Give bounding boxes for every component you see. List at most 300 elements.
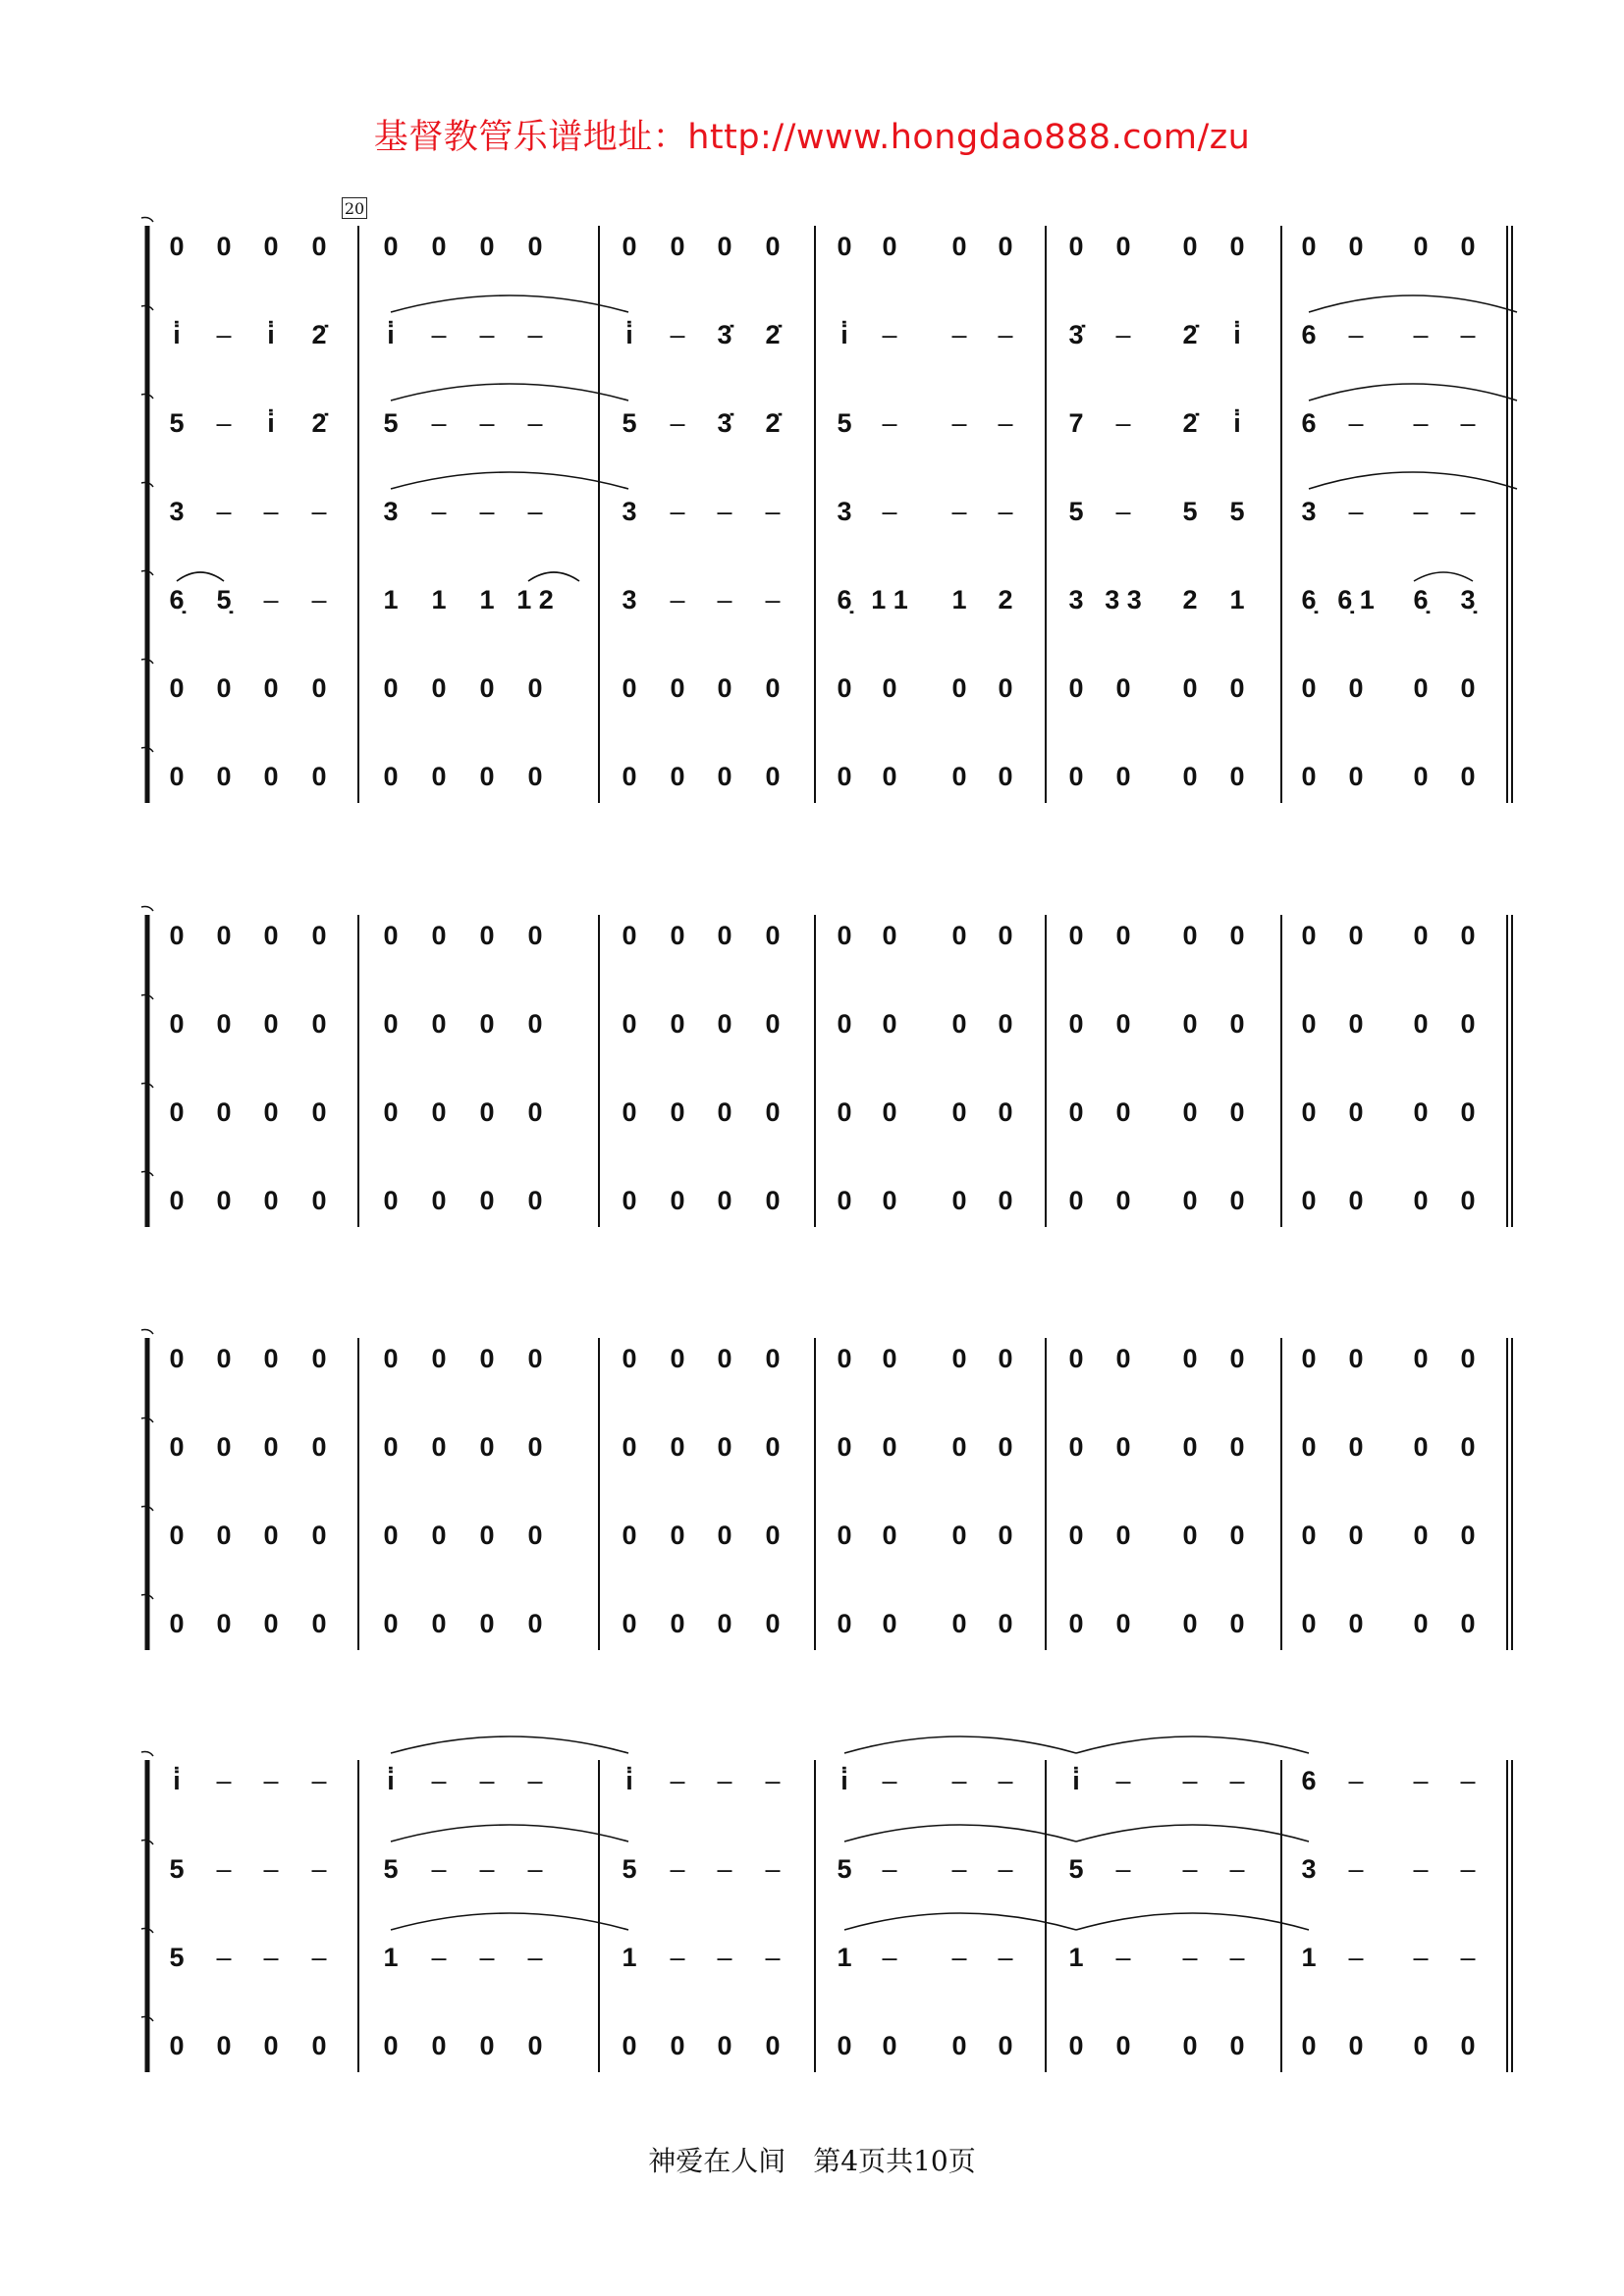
note: 0 — [1068, 1344, 1084, 1373]
sustain-dash: – — [1229, 1854, 1245, 1884]
tie-arc — [1414, 572, 1473, 581]
note: 0 — [527, 2031, 543, 2060]
note: 0 — [479, 2031, 495, 2060]
note: 0 — [1413, 1521, 1429, 1550]
note: 0 — [670, 1609, 685, 1638]
sustain-dash: – — [479, 1854, 495, 1884]
note: 0 — [1348, 1344, 1364, 1373]
note: 0 — [383, 2031, 399, 2060]
note: 0 — [1413, 1344, 1429, 1373]
sustain-dash: – — [1348, 320, 1364, 349]
note: 0 — [1301, 1186, 1317, 1215]
note: 0 — [431, 1609, 447, 1638]
note: 0 — [670, 673, 685, 703]
note: 0 — [169, 1609, 185, 1638]
sustain-dash: – — [527, 497, 543, 526]
score-system — [141, 218, 1512, 804]
note: 0 — [1460, 1186, 1476, 1215]
note: 0 — [670, 1432, 685, 1462]
note: 5 — [837, 408, 852, 438]
note: 0 — [527, 921, 543, 950]
note: 0 — [1182, 1186, 1198, 1215]
note: 0 — [1182, 1521, 1198, 1550]
note: 0 — [670, 2031, 685, 2060]
note: 3̇ — [717, 408, 732, 438]
tie-arc — [528, 572, 579, 581]
tie-arc — [1309, 472, 1517, 489]
score-system — [141, 1330, 1512, 1651]
note: 0 — [882, 1521, 897, 1550]
tie-arc — [844, 1736, 1076, 1753]
note: 0 — [1413, 921, 1429, 950]
note: 0 — [1229, 1432, 1245, 1462]
note: 0 — [383, 673, 399, 703]
tie-arc — [391, 1736, 628, 1753]
note: 5 — [383, 1854, 399, 1884]
note: 0 — [1229, 762, 1245, 791]
note: 3̣ — [1460, 585, 1476, 614]
note: 0 — [1413, 1097, 1429, 1127]
tie-arc — [1076, 1913, 1309, 1930]
note: 0 — [1413, 1432, 1429, 1462]
note: 0 — [1460, 1609, 1476, 1638]
note: 0 — [311, 673, 327, 703]
tie-arc — [1076, 1736, 1309, 1753]
note: 0 — [1460, 2031, 1476, 2060]
note: 0 — [717, 762, 732, 791]
staff-hook — [141, 218, 153, 223]
sustain-dash: – — [882, 497, 897, 526]
note: 0 — [951, 1609, 967, 1638]
note: 0 — [998, 762, 1013, 791]
note: 0 — [479, 673, 495, 703]
sustain-dash: – — [1182, 1766, 1198, 1795]
note: 0 — [765, 1186, 781, 1215]
score-source-header: 基督教管乐谱地址：http://www.hongdao888.com/zu — [373, 118, 1251, 157]
sustain-dash: – — [527, 408, 543, 438]
sustain-dash: – — [431, 320, 447, 349]
note: 0 — [1115, 1186, 1131, 1215]
note: 0 — [383, 232, 399, 261]
note: i̇ — [1233, 320, 1241, 349]
sustain-dash: – — [1348, 497, 1364, 526]
note: 6̣ — [169, 585, 185, 614]
note: 0 — [717, 1097, 732, 1127]
score-system — [141, 1752, 1512, 2073]
sustain-dash: – — [479, 320, 495, 349]
sustain-dash: – — [263, 1943, 279, 1972]
note: 0 — [216, 2031, 232, 2060]
note: 0 — [1229, 232, 1245, 261]
note: 0 — [882, 2031, 897, 2060]
note: 6 — [1301, 320, 1317, 349]
sustain-dash: – — [765, 1943, 781, 1972]
note: 0 — [527, 1521, 543, 1550]
note: 0 — [169, 2031, 185, 2060]
note: 3 — [169, 497, 185, 526]
note: 0 — [1115, 1097, 1131, 1127]
note: 0 — [1460, 1009, 1476, 1039]
sustain-dash: – — [951, 408, 967, 438]
note: 0 — [622, 1097, 637, 1127]
note: 0 — [1115, 1609, 1131, 1638]
note: 1 — [1068, 1943, 1084, 1972]
sustain-dash: – — [1115, 1766, 1131, 1795]
note: 2̇ — [311, 408, 327, 438]
note: 0 — [765, 1521, 781, 1550]
note: 0 — [998, 1432, 1013, 1462]
note: 0 — [1229, 1344, 1245, 1373]
sustain-dash: – — [670, 320, 685, 349]
note: 0 — [1068, 921, 1084, 950]
note: 0 — [383, 921, 399, 950]
note: 2̇ — [1182, 408, 1198, 438]
note: 1 — [837, 1943, 852, 1972]
note: 7 — [1068, 408, 1084, 438]
note: 0 — [765, 1344, 781, 1373]
note: 0 — [169, 1186, 185, 1215]
note: 0 — [479, 1097, 495, 1127]
sustain-dash: – — [311, 1766, 327, 1795]
note: 0 — [1115, 232, 1131, 261]
note: 0 — [1182, 762, 1198, 791]
sustain-dash: – — [1413, 1766, 1429, 1795]
note: 0 — [670, 1097, 685, 1127]
note: 0 — [311, 232, 327, 261]
page-footer — [0, 2140, 1624, 2179]
sustain-dash: – — [998, 1766, 1013, 1795]
note: 0 — [1182, 232, 1198, 261]
note: 0 — [263, 1097, 279, 1127]
sustain-dash: – — [1348, 1854, 1364, 1884]
note: 0 — [263, 1344, 279, 1373]
tie-arc — [391, 1913, 628, 1930]
note: 0 — [169, 1432, 185, 1462]
sustain-dash: – — [1413, 1854, 1429, 1884]
note: 0 — [1068, 762, 1084, 791]
note: 0 — [951, 1432, 967, 1462]
note: 2 — [1182, 585, 1198, 614]
note: 0 — [998, 1609, 1013, 1638]
tie-arc — [391, 472, 628, 489]
sustain-dash: – — [263, 1766, 279, 1795]
sustain-dash: – — [431, 497, 447, 526]
note: 0 — [216, 1186, 232, 1215]
note: 0 — [765, 673, 781, 703]
note: 0 — [882, 762, 897, 791]
note: 0 — [837, 1521, 852, 1550]
sustain-dash: – — [479, 1943, 495, 1972]
sustain-dash: – — [527, 1943, 543, 1972]
sustain-dash: – — [263, 1854, 279, 1884]
note: 1 — [622, 1943, 637, 1972]
note: 0 — [1413, 2031, 1429, 2060]
note: 0 — [1229, 1521, 1245, 1550]
note: 0 — [1182, 1097, 1198, 1127]
note: 0 — [837, 1344, 852, 1373]
note: 0 — [311, 921, 327, 950]
note: 0 — [998, 1521, 1013, 1550]
sustain-dash: – — [216, 320, 232, 349]
note: 2̇ — [765, 408, 781, 438]
sustain-dash: – — [951, 497, 967, 526]
note: 0 — [311, 762, 327, 791]
note: 0 — [527, 1097, 543, 1127]
sustain-dash: – — [765, 585, 781, 614]
note: 0 — [951, 1521, 967, 1550]
note: i̇ — [387, 320, 395, 349]
note: 0 — [882, 1344, 897, 1373]
note: 0 — [1348, 1432, 1364, 1462]
note: 0 — [479, 762, 495, 791]
note: 0 — [882, 1609, 897, 1638]
note: 0 — [383, 1097, 399, 1127]
note: 0 — [1413, 232, 1429, 261]
note: 0 — [670, 232, 685, 261]
note: 0 — [1460, 1344, 1476, 1373]
sustain-dash: – — [998, 1854, 1013, 1884]
sustain-dash: – — [431, 408, 447, 438]
sustain-dash: – — [1182, 1943, 1198, 1972]
note: 0 — [527, 1609, 543, 1638]
note: 0 — [717, 2031, 732, 2060]
note: 0 — [169, 1097, 185, 1127]
note: 0 — [622, 762, 637, 791]
note: 0 — [1348, 921, 1364, 950]
note: 0 — [216, 921, 232, 950]
note: 0 — [670, 762, 685, 791]
note: 6̣ 1 — [1337, 585, 1375, 614]
note: 0 — [670, 1521, 685, 1550]
sustain-dash: – — [479, 408, 495, 438]
note: 5 — [169, 1854, 185, 1884]
note: 0 — [383, 762, 399, 791]
note: 0 — [670, 1186, 685, 1215]
sustain-dash: – — [1115, 320, 1131, 349]
sustain-dash: – — [311, 497, 327, 526]
sustain-dash: – — [670, 1943, 685, 1972]
note: 0 — [1301, 1097, 1317, 1127]
sustain-dash: – — [216, 1854, 232, 1884]
note: 5 — [1068, 1854, 1084, 1884]
note: 0 — [622, 673, 637, 703]
sustain-dash: – — [1460, 320, 1476, 349]
note: 6̣ — [837, 585, 852, 614]
note: 0 — [1115, 2031, 1131, 2060]
note: 0 — [1115, 1344, 1131, 1373]
note: 0 — [527, 1344, 543, 1373]
note: 0 — [717, 1609, 732, 1638]
note: 0 — [882, 1432, 897, 1462]
note: 0 — [1348, 1097, 1364, 1127]
note: 0 — [622, 2031, 637, 2060]
sustain-dash: – — [1348, 1943, 1364, 1972]
note: i̇ — [625, 1766, 633, 1795]
note: 0 — [263, 1186, 279, 1215]
note: i̇ — [1233, 408, 1241, 438]
note: 0 — [216, 1521, 232, 1550]
note: 0 — [765, 1609, 781, 1638]
note: 0 — [216, 1097, 232, 1127]
note: 0 — [527, 1186, 543, 1215]
note: 0 — [1460, 762, 1476, 791]
note: 0 — [765, 1097, 781, 1127]
note: 0 — [1301, 1609, 1317, 1638]
note: 0 — [951, 673, 967, 703]
note: 0 — [431, 673, 447, 703]
note: 0 — [1182, 2031, 1198, 2060]
sustain-dash: – — [998, 1943, 1013, 1972]
note: 0 — [431, 1097, 447, 1127]
note: 0 — [383, 1609, 399, 1638]
sustain-dash: – — [1229, 1766, 1245, 1795]
note: 3̇ — [1068, 320, 1084, 349]
note: 0 — [717, 1186, 732, 1215]
sustain-dash: – — [1460, 1766, 1476, 1795]
note: 0 — [311, 1186, 327, 1215]
note: 0 — [1068, 1609, 1084, 1638]
note: 0 — [383, 1009, 399, 1039]
sustain-dash: – — [951, 1943, 967, 1972]
note: 0 — [837, 673, 852, 703]
sustain-dash: – — [951, 1854, 967, 1884]
note: 1 2 — [516, 585, 554, 614]
note: 0 — [216, 1432, 232, 1462]
note: 0 — [383, 1432, 399, 1462]
footer-page-number: 第4页共10页 — [813, 2145, 976, 2177]
note: i̇ — [840, 1766, 848, 1795]
staff-hook — [141, 1752, 153, 1757]
note: 0 — [216, 232, 232, 261]
note: 0 — [837, 921, 852, 950]
note: 0 — [431, 762, 447, 791]
note: 0 — [527, 1009, 543, 1039]
note: 0 — [1348, 1009, 1364, 1039]
tie-arc — [1309, 295, 1517, 312]
note: 0 — [998, 673, 1013, 703]
note: 0 — [765, 2031, 781, 2060]
note: 0 — [169, 673, 185, 703]
note: 6̣ — [1413, 585, 1429, 614]
note: 0 — [998, 1186, 1013, 1215]
note: i̇ — [840, 320, 848, 349]
note: 0 — [622, 232, 637, 261]
note: 1 — [1229, 585, 1245, 614]
sustain-dash: – — [216, 408, 232, 438]
note: 1 — [431, 585, 447, 614]
sustain-dash: – — [882, 408, 897, 438]
tie-arc — [177, 572, 224, 581]
note: 0 — [717, 1344, 732, 1373]
note: 1 — [1301, 1943, 1317, 1972]
note: 0 — [431, 232, 447, 261]
note: 0 — [263, 232, 279, 261]
note: 6̣ — [1301, 585, 1317, 614]
note: 0 — [479, 1186, 495, 1215]
note: 0 — [263, 1521, 279, 1550]
note: 0 — [1229, 921, 1245, 950]
note: 0 — [1115, 1432, 1131, 1462]
sustain-dash: – — [311, 585, 327, 614]
note: 0 — [311, 2031, 327, 2060]
note: 0 — [765, 921, 781, 950]
tie-arc — [1309, 384, 1517, 400]
sustain-dash: – — [1229, 1943, 1245, 1972]
sustain-dash: – — [1413, 1943, 1429, 1972]
note: 0 — [527, 1432, 543, 1462]
sustain-dash: – — [1413, 408, 1429, 438]
note: 0 — [263, 762, 279, 791]
sustain-dash: – — [765, 497, 781, 526]
note: 0 — [998, 1097, 1013, 1127]
note: 0 — [951, 1097, 967, 1127]
note: 0 — [527, 232, 543, 261]
sustain-dash: – — [717, 1943, 732, 1972]
note: 0 — [837, 1432, 852, 1462]
note: 0 — [1348, 1521, 1364, 1550]
sustain-dash: – — [263, 585, 279, 614]
note: 0 — [431, 1432, 447, 1462]
note: 0 — [1301, 762, 1317, 791]
sustain-dash: – — [1460, 408, 1476, 438]
note: 0 — [951, 1344, 967, 1373]
note: 2̇ — [311, 320, 327, 349]
note: 0 — [837, 1097, 852, 1127]
tie-arc — [844, 1913, 1076, 1930]
note: 0 — [998, 232, 1013, 261]
note: 0 — [882, 232, 897, 261]
note: 0 — [479, 1521, 495, 1550]
note: 0 — [1301, 2031, 1317, 2060]
note: 0 — [1413, 1609, 1429, 1638]
note: 0 — [765, 1432, 781, 1462]
note: 0 — [311, 1609, 327, 1638]
note: 0 — [1460, 1521, 1476, 1550]
sustain-dash: – — [527, 320, 543, 349]
note: 0 — [1348, 673, 1364, 703]
note: 0 — [1182, 673, 1198, 703]
measure-number-box: 20 — [342, 197, 367, 219]
note: 0 — [479, 232, 495, 261]
note: 0 — [1348, 232, 1364, 261]
sustain-dash: – — [1115, 1943, 1131, 1972]
note: 2 — [998, 585, 1013, 614]
sustain-dash: – — [1182, 1854, 1198, 1884]
note: 0 — [1182, 1432, 1198, 1462]
note: 0 — [431, 1344, 447, 1373]
note: 0 — [169, 921, 185, 950]
sustain-dash: – — [263, 497, 279, 526]
note: 0 — [998, 921, 1013, 950]
note: i̇ — [173, 1766, 181, 1795]
note: 3 — [383, 497, 399, 526]
note: 0 — [1068, 1097, 1084, 1127]
note: 0 — [951, 921, 967, 950]
note: 0 — [837, 1186, 852, 1215]
note: 2̇ — [1182, 320, 1198, 349]
note: 0 — [882, 1097, 897, 1127]
note: 0 — [670, 1009, 685, 1039]
note: 0 — [882, 1186, 897, 1215]
note: 0 — [717, 1432, 732, 1462]
note: 0 — [1460, 232, 1476, 261]
note: 0 — [1348, 762, 1364, 791]
sustain-dash: – — [1115, 408, 1131, 438]
note: 0 — [765, 762, 781, 791]
note: 1 — [383, 1943, 399, 1972]
note: 0 — [1068, 1432, 1084, 1462]
note: 1 — [951, 585, 967, 614]
